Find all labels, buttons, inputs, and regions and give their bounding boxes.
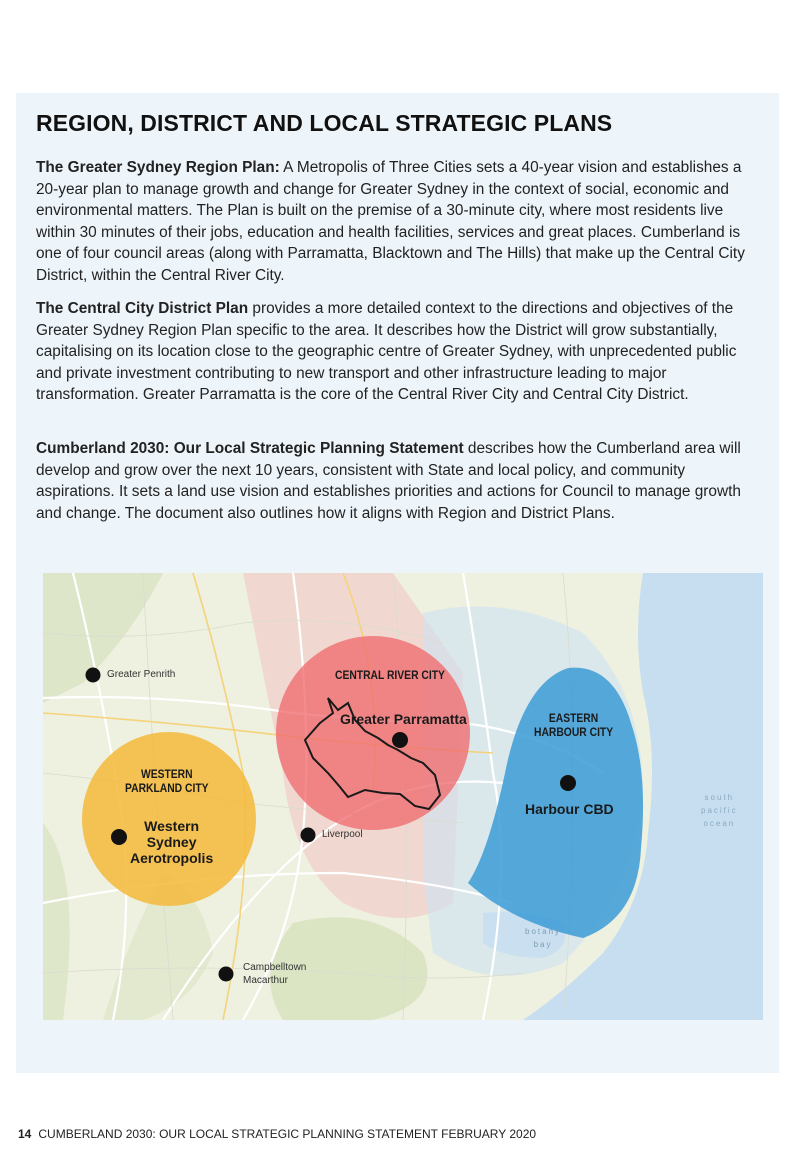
- western-sydney-aerotropolis-label: [130, 818, 213, 866]
- paragraph-lead: The Greater Sydney Region Plan:: [36, 159, 280, 176]
- botany-bay-label-line2: bay: [533, 940, 553, 949]
- ocean-label-line3: ocean: [703, 819, 736, 828]
- greater-parramatta-dot: [392, 732, 408, 748]
- aerotropolis-label-line3: Aerotropolis: [130, 850, 214, 866]
- greater-penrith-label: Greater Penrith: [107, 669, 176, 680]
- western-parkland-city-label-line1: WESTERN: [140, 767, 193, 781]
- map-graphic: [43, 573, 763, 1020]
- footer-text: CUMBERLAND 2030: OUR LOCAL STRATEGIC PLANNING STATEMENT FEBRUARY 2020: [38, 1127, 537, 1141]
- eastern-harbour-city-label-line1: EASTERN: [548, 711, 599, 725]
- aerotropolis-label-line2: Sydney: [146, 834, 197, 850]
- eastern-harbour-city-label-line2: HARBOUR CITY: [534, 725, 614, 739]
- greater-parramatta-label: Greater Parramatta: [340, 711, 467, 727]
- three-cities-map: [43, 573, 763, 1020]
- central-river-city-zone: [276, 636, 470, 830]
- western-parkland-city-label-line2: PARKLAND CITY: [125, 781, 209, 795]
- western-parkland-city-label: [125, 767, 209, 795]
- campbelltown-label: [243, 961, 306, 987]
- greater-penrith-dot: [86, 668, 101, 683]
- paragraph-body: describes how the Cumberland area will develop and grow over the next 10 years, consistent with State and local policy, and community aspirations. It sets a land use vision and establishes priorities and actions for Council to manage growth and change. The document also outlines how it aligns with Region and District Plans.: [36, 440, 741, 522]
- page-number: 14: [18, 1127, 32, 1141]
- harbour-cbd-dot: [560, 775, 576, 791]
- campbelltown-dot: [219, 967, 234, 982]
- paragraph-region-plan: [36, 157, 762, 287]
- ocean-label-line2: pacific: [701, 806, 738, 815]
- central-river-city-label: CENTRAL RIVER CITY: [335, 668, 445, 682]
- paragraph-local-statement: [36, 438, 762, 524]
- botany-bay-label: [525, 925, 561, 951]
- campbelltown-label-line2: Macarthur: [243, 975, 289, 986]
- campbelltown-label-line1: Campbelltown: [243, 962, 307, 973]
- ocean-label: [701, 791, 738, 830]
- botany-bay-label-line1: botany: [525, 927, 562, 936]
- ocean-label-line1: south: [704, 793, 735, 802]
- page-heading: REGION, DISTRICT AND LOCAL STRATEGIC PLANS: [36, 110, 613, 136]
- liverpool-label: Liverpool: [322, 829, 363, 840]
- paragraph-body: provides a more detailed context to the directions and objectives of the Greater Sydney Region Plan specific to the area. It describes how the District will grow substantially, capitalising on its location close to the geographic centre of Greater Sydney, with unprecedented public and private investment contributing to new transport and other infrastructure leading to major transformation. Greater Parramatta is the core of the Central River City and Central City District.: [36, 300, 737, 404]
- liverpool-dot: [301, 828, 316, 843]
- paragraph-district-plan: [36, 298, 762, 406]
- western-sydney-aerotropolis-dot: [111, 829, 127, 845]
- harbour-cbd-label: Harbour CBD: [525, 801, 614, 817]
- page-footer: [18, 1127, 536, 1141]
- paragraph-lead: Cumberland 2030: Our Local Strategic Planning Statement: [36, 440, 464, 457]
- paragraph-body: A Metropolis of Three Cities sets a 40-year vision and establishes a 20-year plan to manage growth and change for Greater Sydney in the context of social, economic and environmental matters. The Plan is built on the premise of a 30-minute city, where most residents live within 30 minutes of their jobs, education and health facilities, services and great places. Cumberland is one of four council areas (along with Parramatta, Blacktown and The Hills) that make up the Central City District, within the Central River City.: [36, 159, 745, 284]
- paragraph-lead: The Central City District Plan: [36, 300, 249, 317]
- aerotropolis-label-line1: Western: [144, 818, 200, 834]
- eastern-harbour-city-label: [534, 711, 613, 739]
